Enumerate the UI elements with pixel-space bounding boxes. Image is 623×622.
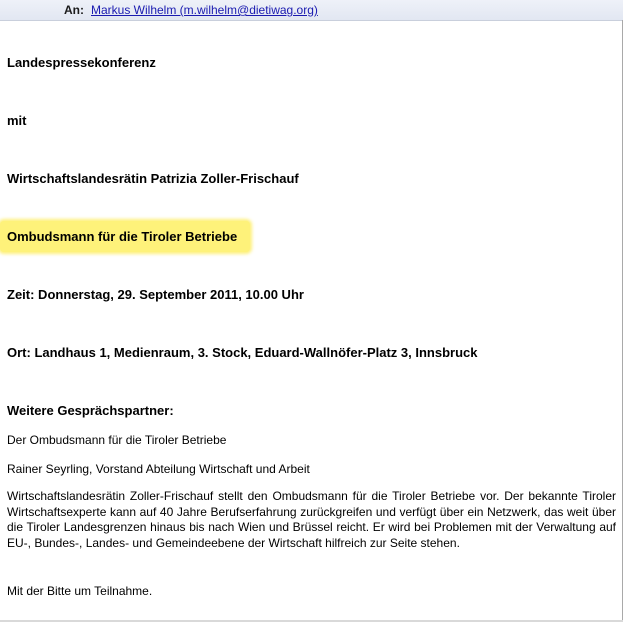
event-topic: Ombudsmann für die Tiroler Betriebe xyxy=(7,229,238,244)
description-paragraph: Wirtschaftslandesrätin Zoller-Frischauf stellt den Ombudsmann für die Tiroler Betriebe vor. Der bekannte Tiroler Wirtschaftsexperte kann auf 40 Jahre Berufserfahrung zurückgreifen und verfügt über ein Netzwerk, das weit über die Tiroler Landesgrenzen hinaus bis nach Wien und Brüssel reicht. Er wird bei Problemen mit der Verwaltung auf EU-, Bundes-, Landes- und Gemeindeebene der Wirtschaft hilfreich zur Seite stehen. xyxy=(7,489,616,550)
event-time: Zeit: Donnerstag, 29. September 2011, 10.00 Uhr xyxy=(7,287,304,302)
recipient-link[interactable]: Markus Wilhelm (m.wilhelm@dietiwag.org) xyxy=(91,3,318,17)
with-text: mit xyxy=(7,113,27,128)
event-title: Landespressekonferenz xyxy=(7,55,156,70)
partner-ombudsmann: Der Ombudsmann für die Tiroler Betriebe xyxy=(7,433,227,447)
event-place: Ort: Landhaus 1, Medienraum, 3. Stock, Eduard-Wallnöfer-Platz 3, Innsbruck xyxy=(7,345,478,360)
host-name: Wirtschaftslandesrätin Patrizia Zoller-Frischauf xyxy=(7,171,299,186)
partner-seyrling: Rainer Seyrling, Vorstand Abteilung Wirtschaft und Arbeit xyxy=(7,462,310,476)
to-label: An: xyxy=(64,3,84,17)
recipient-header xyxy=(0,0,623,21)
partners-heading: Weitere Gesprächspartner: xyxy=(7,403,174,418)
closing-line: Mit der Bitte um Teilnahme. xyxy=(7,584,153,598)
